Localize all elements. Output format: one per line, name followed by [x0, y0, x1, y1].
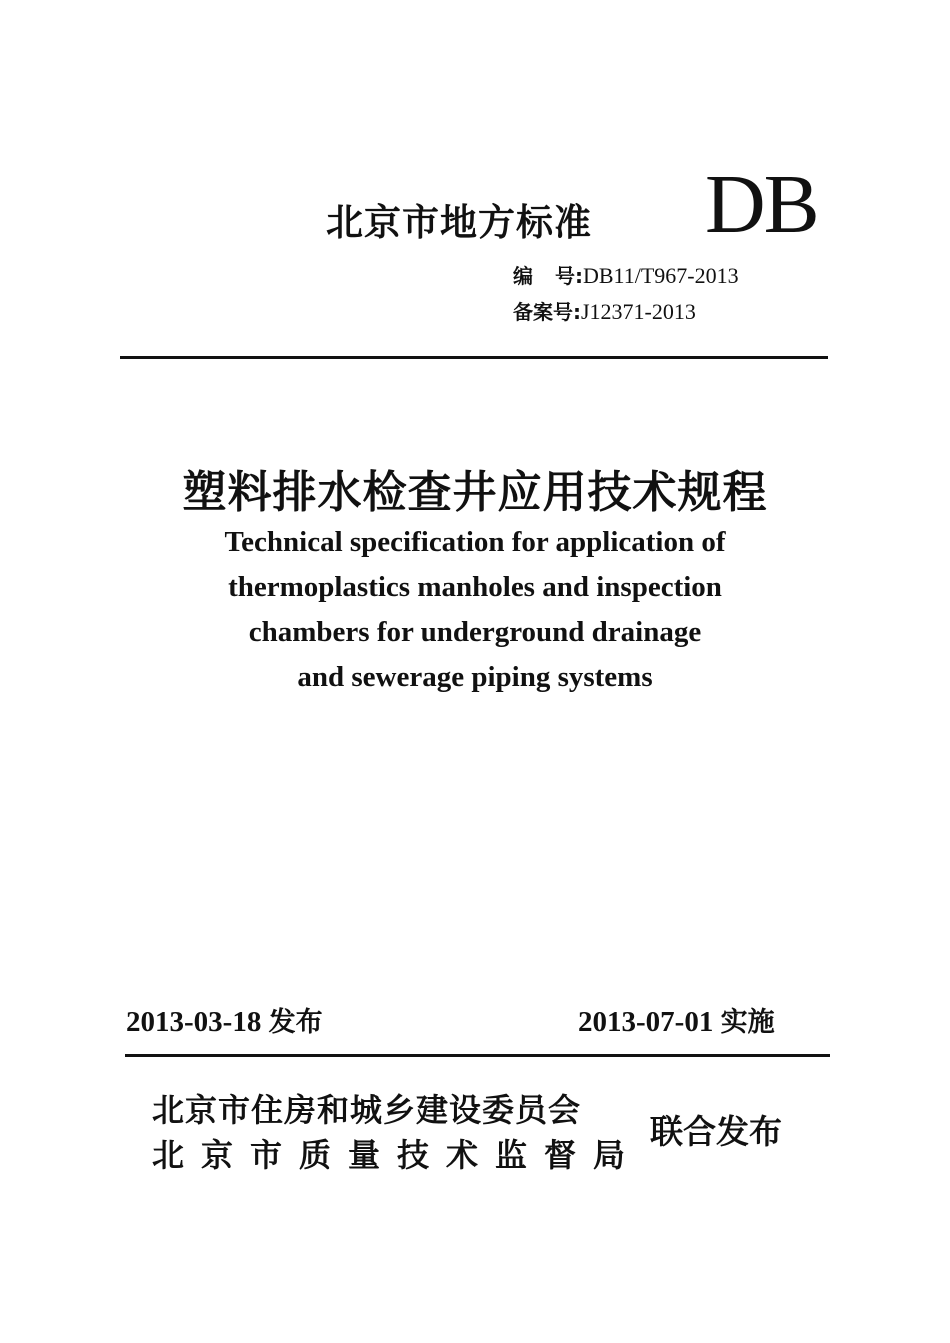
title-chinese: 塑料排水检查井应用技术规程: [182, 467, 768, 518]
record-number-row: [513, 296, 696, 325]
joint-release-label: 联合发布: [650, 1112, 782, 1151]
record-number-value: J12371-2013: [581, 299, 696, 324]
standard-number-value: DB11/T967-2013: [583, 263, 739, 288]
title-english: [0, 520, 950, 700]
title-english-line: Technical specification for application of: [224, 526, 726, 558]
implementation-date-label: 实施: [720, 1007, 775, 1038]
title-english-line: thermoplastics manholes and inspection: [228, 571, 722, 603]
implementation-date: [578, 1000, 775, 1039]
standard-number-label: 编号:: [513, 264, 583, 288]
title-english-line: and sewerage piping systems: [297, 661, 653, 693]
issue-date: [126, 1000, 323, 1039]
title-english-line: chambers for underground drainage: [248, 616, 702, 648]
record-number-label: 备案号:: [513, 300, 581, 324]
issue-date-value: 2013-03-18: [126, 1006, 262, 1038]
standard-number-row: [513, 260, 739, 289]
issue-date-label: 发布: [268, 1007, 323, 1038]
publisher-quality-bureau: 北京市质量技术监督局: [152, 1136, 643, 1174]
bottom-divider: [125, 1054, 830, 1057]
implementation-date-value: 2013-07-01: [578, 1006, 714, 1038]
publisher-housing-commission: 北京市住房和城乡建设委员会: [152, 1091, 582, 1129]
standard-code: DB: [705, 158, 818, 251]
top-divider: [120, 356, 828, 359]
standard-label: 北京市地方标准: [326, 201, 592, 244]
